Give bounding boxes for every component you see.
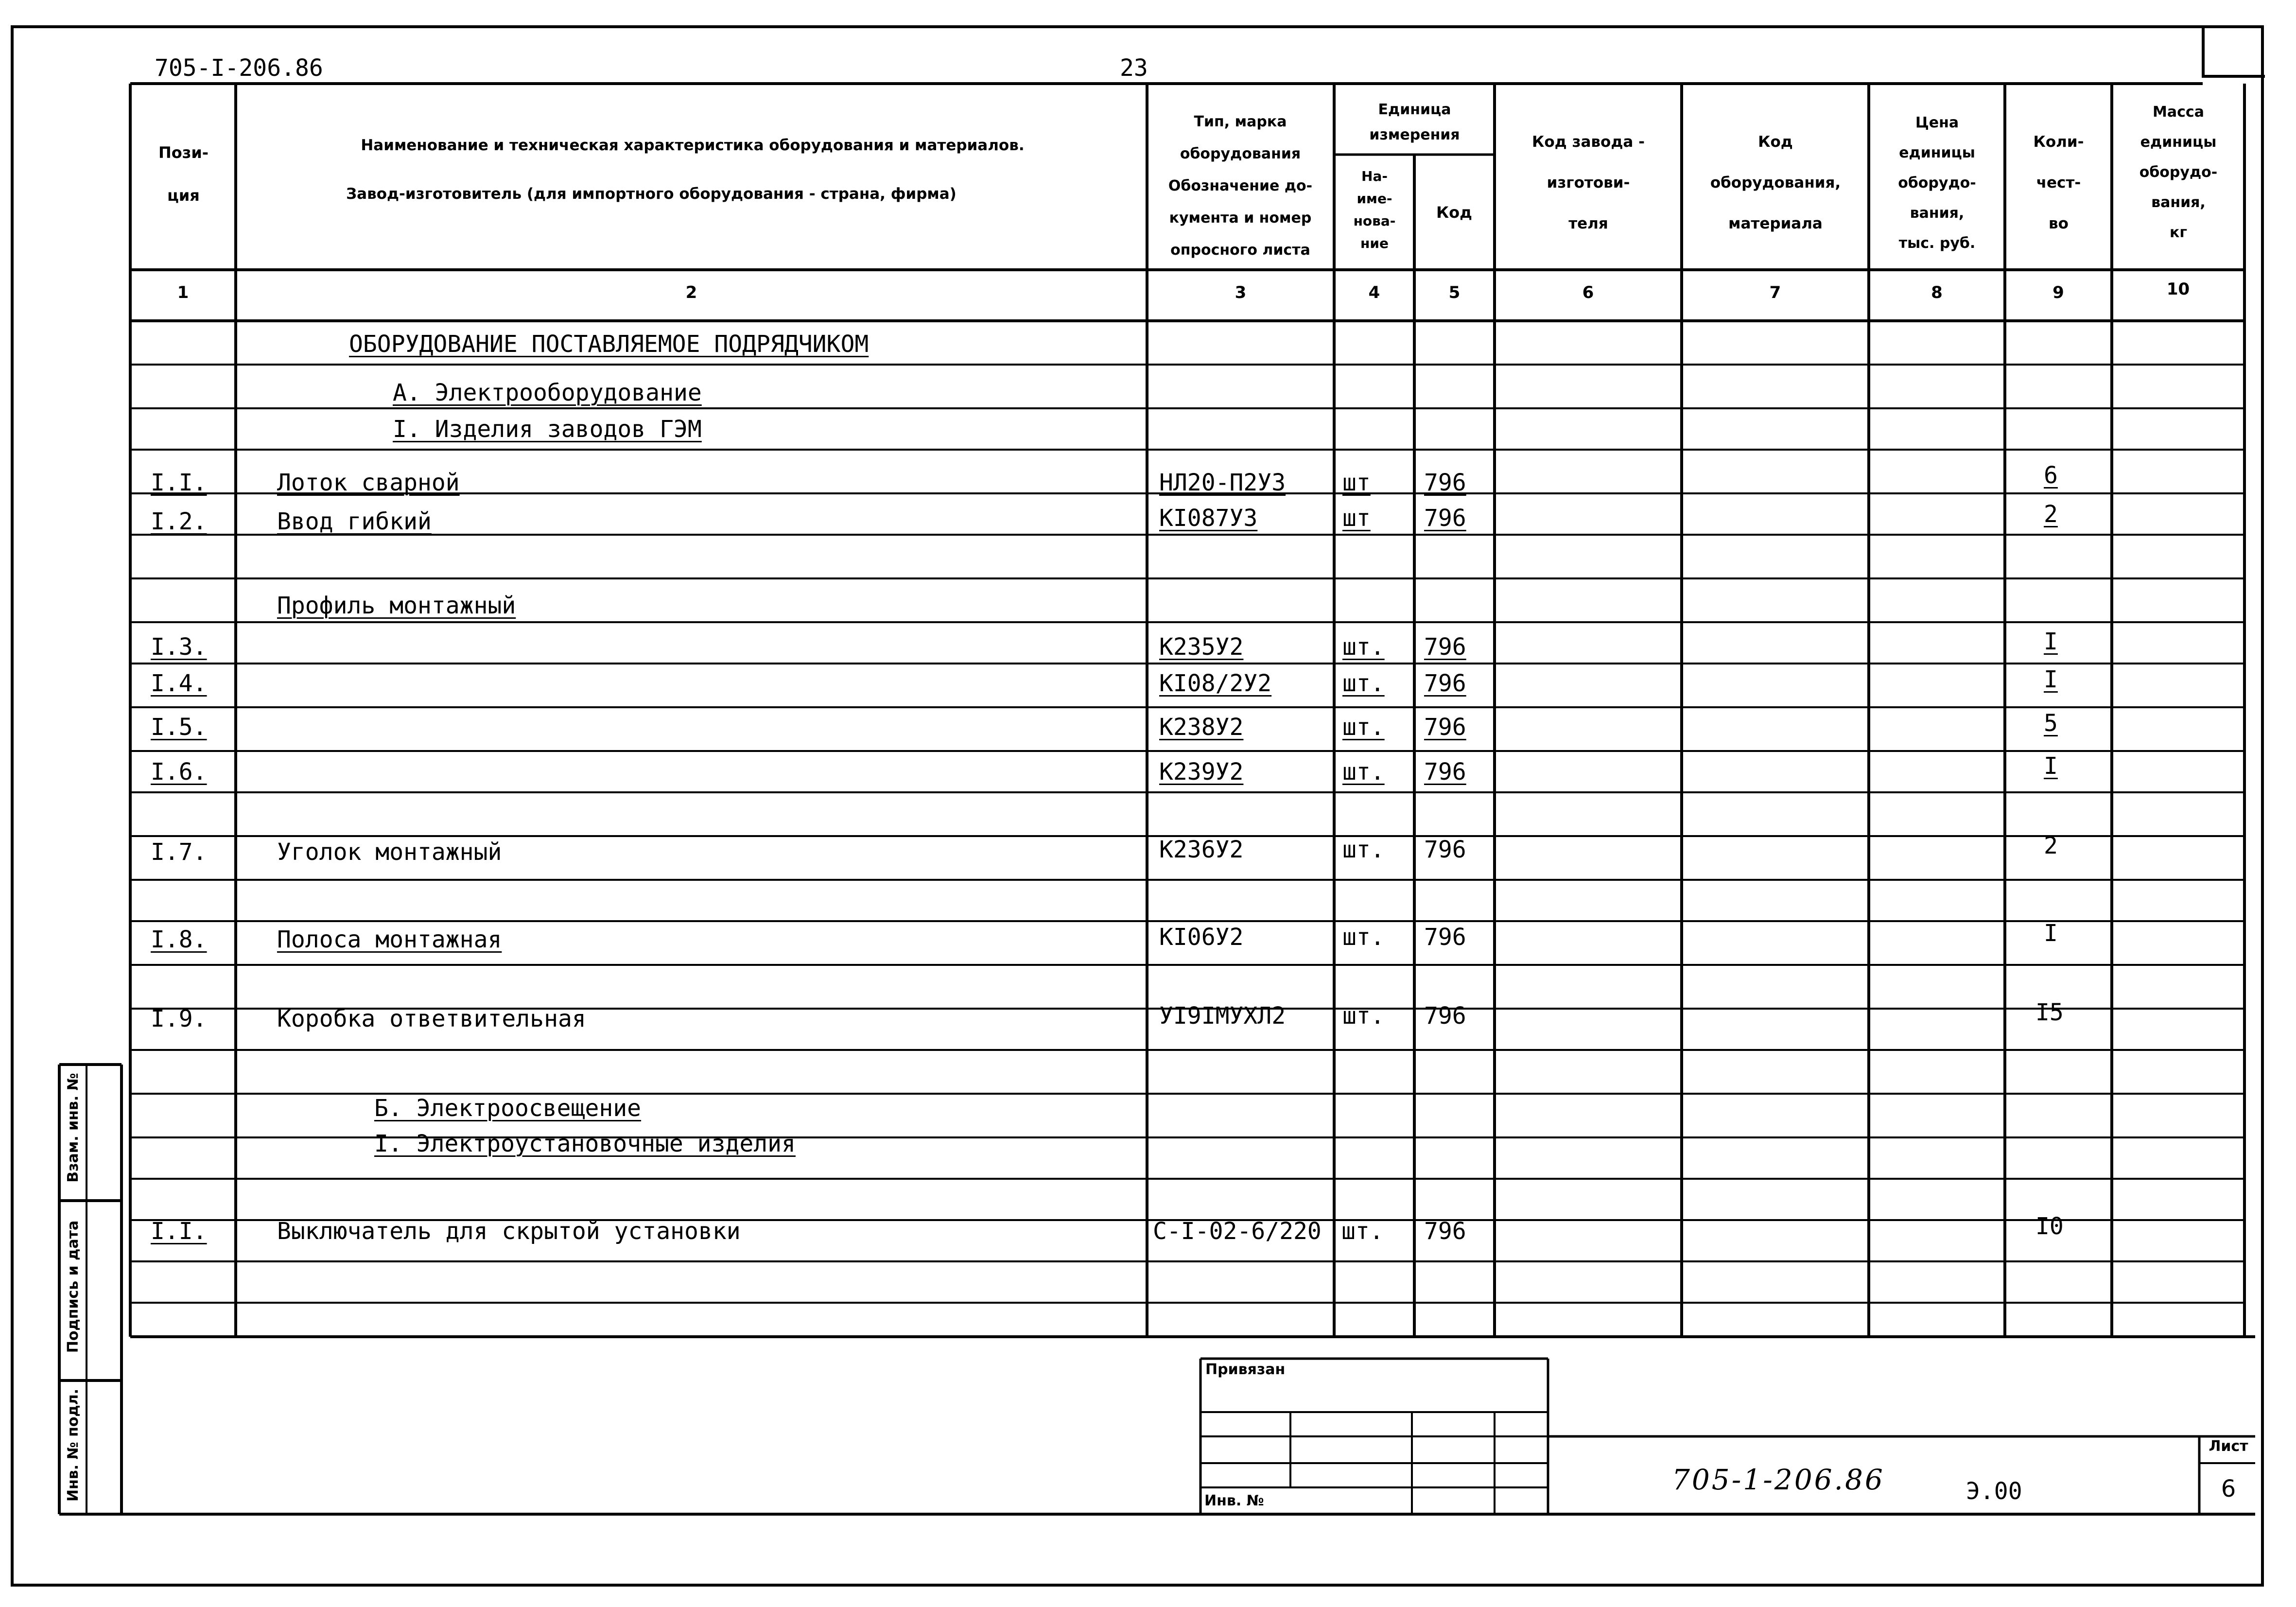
sheet-code: Э.00 xyxy=(1966,1478,2022,1505)
row5-qty: 5 xyxy=(2044,710,2058,737)
row9-code: 796 xyxy=(1424,1002,1466,1030)
col-number-6: 6 xyxy=(1582,283,1594,302)
header-name-line1: Наименование и техническая характеристика оборудования и материалов. xyxy=(361,137,1025,154)
row5-code: 796 xyxy=(1424,714,1466,741)
header-unit-group: Единица измерения xyxy=(1369,101,1460,143)
row6-unit: шт. xyxy=(1342,758,1385,786)
row10-unit: шт. xyxy=(1341,1218,1384,1245)
row8-code: 796 xyxy=(1424,924,1466,951)
row5-pos: I.5. xyxy=(151,714,207,741)
col-number-3: 3 xyxy=(1235,283,1247,302)
row3-code: 796 xyxy=(1424,633,1466,661)
stamp-inv-podl-text: Инв. № подл. xyxy=(65,1388,82,1502)
header-type: Тип, марка оборудования Обозначение до- кумента и номер опросного листа xyxy=(1168,113,1313,259)
row1-type: НЛ20-П2У3 xyxy=(1159,469,1286,496)
header-mass: Масса единицы оборудо- вания, кг xyxy=(2139,104,2218,241)
row7-unit: шт. xyxy=(1342,836,1385,863)
doc-code-stamp: 705-1-206.86 xyxy=(1672,1463,1885,1496)
page-number-top: 23 xyxy=(1120,54,1148,82)
row8-pos: I.8. xyxy=(151,926,207,953)
row7-code: 796 xyxy=(1424,836,1466,863)
section-main-heading: ОБОРУДОВАНИЕ ПОСТАВЛЯЕМОЕ ПОДРЯДЧИКОМ xyxy=(349,331,869,358)
col-number-4: 4 xyxy=(1368,283,1380,302)
row6-code: 796 xyxy=(1424,758,1466,786)
col-number-10: 10 xyxy=(2166,279,2190,299)
row4-unit: шт. xyxy=(1342,670,1385,697)
row4-pos: I.4. xyxy=(151,670,207,697)
row3-qty: I xyxy=(2044,628,2058,655)
header-unit-code: Код xyxy=(1436,203,1472,222)
col-number-1: 1 xyxy=(177,283,189,302)
col-number-2: 2 xyxy=(685,283,697,302)
section-b1-text: I. Электроустановочные изделия xyxy=(374,1130,796,1157)
row9-qty: I5 xyxy=(2035,999,2064,1026)
row1-name: Лоток сварной xyxy=(277,469,460,496)
row1-pos: I.I. xyxy=(151,469,207,496)
row6-type: К239У2 xyxy=(1159,758,1244,786)
section-a-heading xyxy=(393,379,702,406)
row3-pos: I.3. xyxy=(151,633,207,661)
row2-name: Ввод гибкий xyxy=(277,508,432,535)
row1-qty: 6 xyxy=(2044,462,2058,489)
section-a1-text: I. Изделия заводов ГЭМ xyxy=(393,416,702,443)
doc-code-top: 705-I-206.86 xyxy=(155,54,323,82)
row4-qty: I xyxy=(2044,666,2058,693)
section-a1-heading xyxy=(393,416,702,443)
list-label: Лист xyxy=(2209,1438,2248,1455)
section-b1-heading xyxy=(374,1130,796,1157)
inv-no-label: Инв. № xyxy=(1204,1492,1264,1509)
header-name-line2: Завод-изготовитель (для импортного оборудования - страна, фирма) xyxy=(346,185,957,203)
row10-type: С-I-02-6/220 xyxy=(1153,1218,1322,1245)
row8-name: Полоса монтажная xyxy=(277,926,502,953)
row1-code: 796 xyxy=(1424,469,1466,496)
header-price: Цена единицы оборудо- вания, тыс. руб. xyxy=(1898,114,1976,252)
col-number-7: 7 xyxy=(1769,283,1781,302)
list-number: 6 xyxy=(2221,1475,2236,1502)
row5-unit: шт. xyxy=(1342,714,1385,741)
row8-type: КI06У2 xyxy=(1159,924,1244,951)
row1-unit: шт xyxy=(1342,469,1371,496)
section-b-heading xyxy=(374,1095,641,1122)
row8-unit: шт. xyxy=(1342,924,1385,951)
header-factory-code: Код завода - изготови- теля xyxy=(1532,133,1645,232)
row9-unit: шт. xyxy=(1342,1002,1385,1030)
col-number-9: 9 xyxy=(2052,283,2064,302)
section-profile-heading: Профиль монтажный xyxy=(277,592,516,619)
row10-pos: I.I. xyxy=(151,1218,207,1245)
stamp-podpis-data xyxy=(61,1197,86,1377)
row2-code: 796 xyxy=(1424,505,1466,532)
row6-pos: I.6. xyxy=(151,758,207,786)
row2-unit: шт xyxy=(1342,505,1371,532)
header-unit-name: На- име- нова- ние xyxy=(1353,168,1396,251)
stamp-vzam-inv xyxy=(61,1060,86,1196)
row9-pos: I.9. xyxy=(151,1005,207,1032)
row7-qty: 2 xyxy=(2044,832,2058,859)
section-a-text: А. Электрооборудование xyxy=(393,379,702,406)
col-number-5: 5 xyxy=(1448,283,1461,302)
row7-type: К236У2 xyxy=(1159,836,1244,863)
row4-type: КI08/2У2 xyxy=(1159,670,1272,697)
col-number-8: 8 xyxy=(1931,283,1943,302)
row10-name: Выключатель для скрытой установки xyxy=(277,1218,741,1245)
stamp-podpis-data-text: Подпись и дата xyxy=(65,1220,82,1353)
row7-name: Уголок монтажный xyxy=(277,838,502,866)
header-equipment-code: Код оборудования, материала xyxy=(1710,133,1841,232)
privyazan-label: Привязан xyxy=(1205,1361,1286,1378)
section-b-text: Б. Электроосвещение xyxy=(374,1095,642,1122)
row9-name: Коробка ответвительная xyxy=(277,1005,586,1032)
header-position: Пози- ция xyxy=(158,143,209,205)
stamp-vzam-inv-text: Взам. инв. № xyxy=(65,1073,82,1183)
row9-type: УI9IМУХЛ2 xyxy=(1159,1002,1286,1030)
row7-pos: I.7. xyxy=(151,838,207,866)
row2-pos: I.2. xyxy=(151,508,207,535)
row8-qty: I xyxy=(2044,920,2058,947)
row4-code: 796 xyxy=(1424,670,1466,697)
row3-type: К235У2 xyxy=(1159,633,1244,661)
stamp-inv-podl xyxy=(61,1380,86,1511)
row6-qty: I xyxy=(2044,752,2058,780)
row10-qty: I0 xyxy=(2035,1213,2064,1240)
row3-unit: шт. xyxy=(1342,633,1385,661)
row2-qty: 2 xyxy=(2044,501,2058,528)
header-quantity: Коли- чест- во xyxy=(2033,133,2084,232)
row5-type: К238У2 xyxy=(1159,714,1244,741)
row2-type: КI087У3 xyxy=(1159,505,1258,532)
row10-code: 796 xyxy=(1424,1218,1466,1245)
